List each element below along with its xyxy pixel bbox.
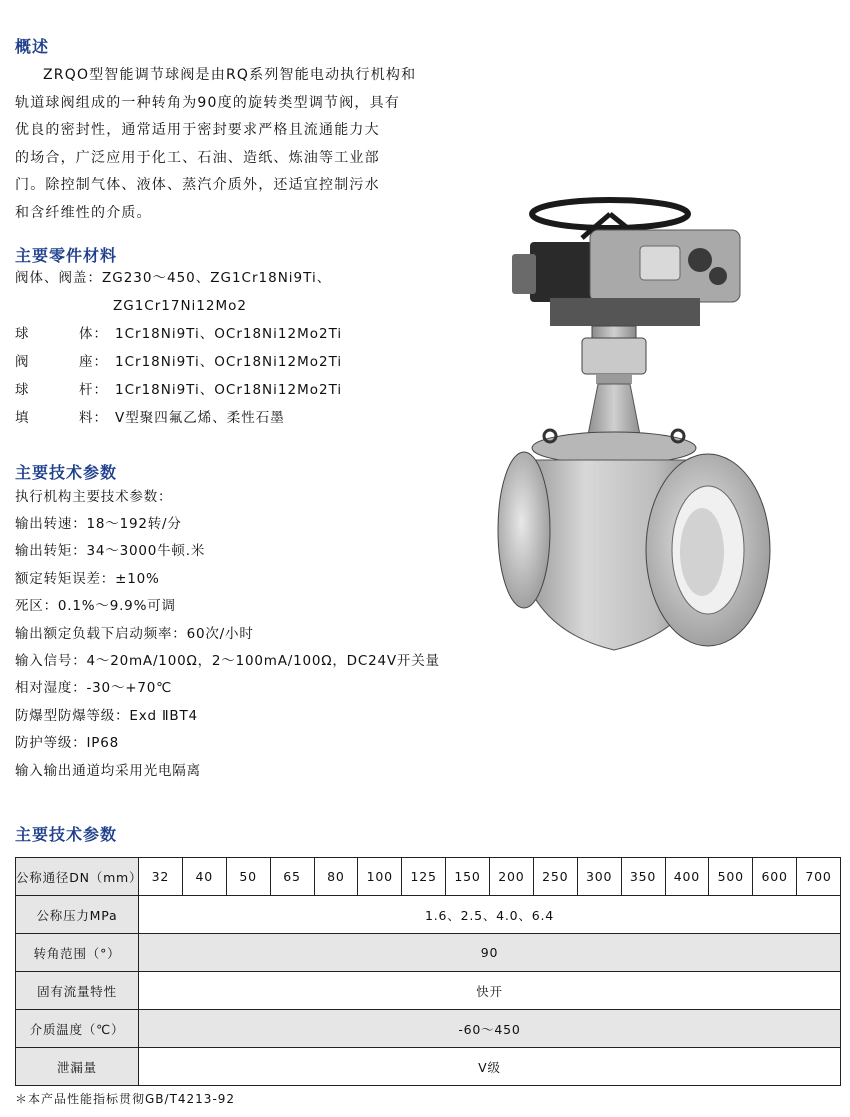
overview-line: ZRQO型智能调节球阀是由RQ系列智能电动执行机构和	[43, 67, 417, 83]
overview-line: 优良的密封性，通常适用于密封要求严格且流通能力大	[15, 122, 380, 139]
tech-line: 执行机构主要技术参数：	[15, 489, 173, 505]
overview-title: 概述	[15, 37, 50, 56]
material-row	[113, 296, 247, 316]
leakage-value: V级	[139, 1048, 841, 1086]
coupling-shape	[582, 338, 646, 374]
tech-title: 主要技术参数	[15, 463, 118, 482]
material-label: 填 料：	[15, 410, 108, 426]
overview-line: 和含纤维性的介质。	[15, 204, 152, 221]
material-value: V型聚四氟乙烯、柔性石墨	[115, 410, 285, 426]
dn-value: 50	[226, 858, 270, 896]
angle-row	[16, 934, 841, 972]
dn-value: 200	[490, 858, 534, 896]
materials-title: 主要零件材料	[15, 246, 118, 265]
tech-line: 输出额定负载下启动频率：60次/小时	[15, 626, 254, 642]
material-row	[15, 380, 342, 400]
temperature-label: 介质温度（℃）	[16, 1010, 139, 1048]
tech-line: 输入信号：4～20mA/100Ω，2～100mA/100Ω，DC24V开关量	[15, 653, 440, 669]
material-value: ZG230～450、ZG1Cr18Ni9Ti、	[102, 270, 332, 286]
footnote: ＊本产品性能指标贯彻GB/T4213-92	[15, 1092, 236, 1106]
tech-line: 防护等级：IP68	[15, 735, 120, 751]
material-row	[15, 268, 331, 288]
dn-row	[16, 858, 841, 896]
dn-value: 350	[621, 858, 665, 896]
dn-value: 700	[797, 858, 841, 896]
material-label: 阀 座：	[15, 354, 108, 370]
tech-line: 防爆型防爆等级：Exd ⅡBT4	[15, 708, 198, 724]
left-flange-shape	[498, 452, 550, 608]
tech-line: 相对湿度：-30～+70℃	[15, 680, 173, 696]
dn-value: 32	[139, 858, 183, 896]
overview-line: 的场合，广泛应用于化工、石油、造纸、炼油等工业部	[15, 149, 380, 166]
pressure-row	[16, 896, 841, 934]
pressure-value: 1.6、2.5、4.0、6.4	[139, 896, 841, 934]
material-label: 球 杆：	[15, 382, 108, 398]
dn-value: 100	[358, 858, 402, 896]
dn-value: 40	[182, 858, 226, 896]
overview-paragraph	[15, 62, 455, 228]
angle-value: 90	[139, 934, 841, 972]
tech-line: 额定转矩误差：±10%	[15, 571, 160, 587]
material-row	[15, 352, 342, 372]
overview-line: 门。除控制气体、液体、蒸汽介质外，还适宜控制污水	[15, 177, 380, 194]
tech-line: 输出转速：18～192转/分	[15, 516, 182, 532]
dn-value: 125	[402, 858, 446, 896]
material-value: 1Cr18Ni9Ti、OCr18Ni12Mo2Ti	[115, 354, 343, 370]
angle-label: 转角范围（°）	[16, 934, 139, 972]
temperature-value: -60～450	[139, 1010, 841, 1048]
dn-value: 80	[314, 858, 358, 896]
dn-value: 600	[753, 858, 797, 896]
material-label: 阀体、阀盖：	[15, 270, 102, 286]
material-value: 1Cr18Ni9Ti、OCr18Ni12Mo2Ti	[115, 326, 343, 342]
flow-label: 固有流量特性	[16, 972, 139, 1010]
tech-line: 死区：0.1%～9.9%可调	[15, 598, 176, 614]
material-label: 球 体：	[15, 326, 108, 342]
material-value: ZG1Cr17Ni12Mo2	[113, 298, 247, 314]
material-value: 1Cr18Ni9Ti、OCr18Ni12Mo2Ti	[115, 382, 343, 398]
overview-line: 轨道球阀组成的一种转角为90度的旋转类型调节阀，具有	[15, 94, 401, 111]
dn-value: 250	[533, 858, 577, 896]
dn-label: 公称通径DN（mm）	[16, 858, 139, 896]
leakage-row	[16, 1048, 841, 1086]
table-title: 主要技术参数	[15, 825, 118, 844]
pressure-label: 公称压力MPa	[16, 896, 139, 934]
flow-value: 快开	[139, 972, 841, 1010]
temperature-row	[16, 1010, 841, 1048]
material-row	[15, 324, 342, 344]
material-row	[15, 408, 285, 428]
spec-table	[15, 857, 841, 1086]
dn-value: 300	[577, 858, 621, 896]
dn-value: 150	[446, 858, 490, 896]
dn-value: 400	[665, 858, 709, 896]
tech-line: 输入输出通道均采用光电隔离	[15, 763, 201, 779]
dn-value: 65	[270, 858, 314, 896]
dn-value: 500	[709, 858, 753, 896]
actuator-base-shape	[550, 298, 700, 326]
valve-photo	[490, 190, 790, 660]
tech-line: 输出转矩：34～3000牛顿.米	[15, 543, 206, 559]
leakage-label: 泄漏量	[16, 1048, 139, 1086]
flow-row	[16, 972, 841, 1010]
